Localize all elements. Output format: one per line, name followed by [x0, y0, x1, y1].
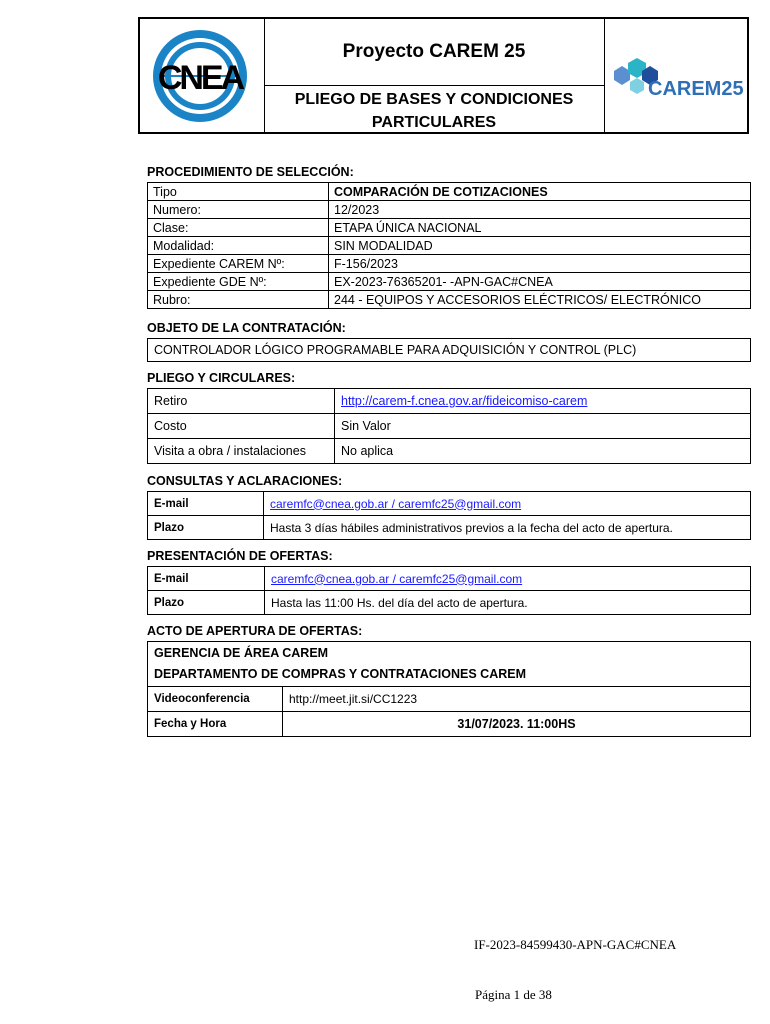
procedimiento-label: Modalidad:	[148, 237, 329, 255]
cnea-logo	[140, 19, 264, 132]
procedimiento-value: SIN MODALIDAD	[329, 237, 751, 255]
procedimiento-label: Rubro:	[148, 291, 329, 309]
procedimiento-value: ETAPA ÚNICA NACIONAL	[329, 219, 751, 237]
consultas-plazo-value: Hasta 3 días hábiles administrativos previos a la fecha del acto de apertura.	[264, 516, 751, 540]
consultas-table	[147, 491, 751, 540]
pliego-visita-label: Visita a obra / instalaciones	[148, 439, 335, 464]
procedimiento-row	[148, 237, 751, 255]
procedimiento-row	[148, 183, 751, 201]
apertura-heading: ACTO DE APERTURA DE OFERTAS:	[147, 624, 363, 638]
cnea-logo-cell	[140, 19, 265, 132]
procedimiento-table	[147, 182, 751, 309]
procedimiento-value: 12/2023	[329, 201, 751, 219]
cnea-logo-text: CNEA	[157, 59, 243, 97]
carem25-logo-text: CAREM25	[648, 78, 744, 100]
apertura-fecha-label: Fecha y Hora	[148, 712, 283, 737]
subtitle-line-2: PARTICULARES	[371, 113, 497, 131]
pliego-retiro-label: Retiro	[148, 389, 335, 414]
procedimiento-value: F-156/2023	[329, 255, 751, 273]
apertura-video-label: Videoconferencia	[148, 687, 283, 712]
procedimiento-row	[148, 273, 751, 291]
pliego-table	[147, 388, 751, 464]
procedimiento-label: Numero:	[148, 201, 329, 219]
procedimiento-row	[148, 255, 751, 273]
page-subtitle	[264, 87, 604, 134]
apertura-organismo	[148, 642, 751, 687]
page-title: Proyecto CAREM 25	[264, 19, 604, 86]
pliego-retiro-link[interactable]: http://carem-f.cnea.gov.ar/fideicomiso-carem	[341, 394, 588, 408]
document-id: IF-2023-84599430-APN-GAC#CNEA	[474, 937, 677, 952]
procedimiento-row	[148, 291, 751, 309]
presentacion-email-cell	[265, 567, 751, 591]
consultas-email-cell	[264, 492, 751, 516]
apertura-fecha-value: 31/07/2023. 11:00HS	[283, 712, 751, 737]
procedimiento-value: 244 - EQUIPOS Y ACCESORIOS ELÉCTRICOS/ ELECTRÓNICO	[329, 291, 751, 309]
apertura-line-2: DEPARTAMENTO DE COMPRAS Y CONTRATACIONES CAREM	[154, 667, 527, 681]
apertura-video-value[interactable]: http://meet.jit.si/CC1223	[283, 687, 751, 712]
carem25-logo	[606, 19, 749, 132]
carem-logo-cell	[606, 19, 749, 132]
header-title-cell	[264, 19, 605, 132]
procedimiento-row	[148, 219, 751, 237]
page-number: Página 1 de 38	[475, 987, 552, 1002]
pliego-retiro-cell	[335, 389, 751, 414]
document-header	[138, 17, 749, 134]
presentacion-table	[147, 566, 751, 615]
pliego-heading: PLIEGO Y CIRCULARES:	[147, 371, 296, 385]
procedimiento-label: Tipo	[148, 183, 329, 201]
consultas-plazo-label: Plazo	[148, 516, 264, 540]
presentacion-email-label: E-mail	[148, 567, 265, 591]
presentacion-heading: PRESENTACIÓN DE OFERTAS:	[147, 549, 333, 563]
subtitle-line-1: PLIEGO DE BASES Y CONDICIONES	[294, 90, 574, 108]
consultas-email-label: E-mail	[148, 492, 264, 516]
pliego-costo-label: Costo	[148, 414, 335, 439]
pliego-costo-value: Sin Valor	[335, 414, 751, 439]
presentacion-plazo-value: Hasta las 11:00 Hs. del día del acto de apertura.	[265, 591, 751, 615]
pliego-visita-value: No aplica	[335, 439, 751, 464]
consultas-heading: CONSULTAS Y ACLARACIONES:	[147, 474, 343, 488]
presentacion-email-link[interactable]: caremfc@cnea.gob.ar / caremfc25@gmail.com	[271, 571, 523, 586]
apertura-table	[147, 641, 751, 737]
presentacion-plazo-label: Plazo	[148, 591, 265, 615]
procedimiento-label: Clase:	[148, 219, 329, 237]
procedimiento-row	[148, 201, 751, 219]
procedimiento-heading: PROCEDIMIENTO DE SELECCIÓN:	[147, 165, 354, 179]
procedimiento-label: Expediente CAREM Nº:	[148, 255, 329, 273]
consultas-email-link[interactable]: caremfc@cnea.gob.ar / caremfc25@gmail.com	[270, 496, 522, 511]
procedimiento-label: Expediente GDE Nº:	[148, 273, 329, 291]
objeto-heading: OBJETO DE LA CONTRATACIÓN:	[147, 321, 346, 335]
procedimiento-value: COMPARACIÓN DE COTIZACIONES	[329, 183, 751, 201]
procedimiento-value: EX-2023-76365201- -APN-GAC#CNEA	[329, 273, 751, 291]
objeto-table	[147, 338, 751, 362]
apertura-line-1: GERENCIA DE ÁREA CAREM	[154, 646, 329, 660]
objeto-value: CONTROLADOR LÓGICO PROGRAMABLE PARA ADQUISICIÓN Y CONTROL (PLC)	[148, 339, 751, 362]
